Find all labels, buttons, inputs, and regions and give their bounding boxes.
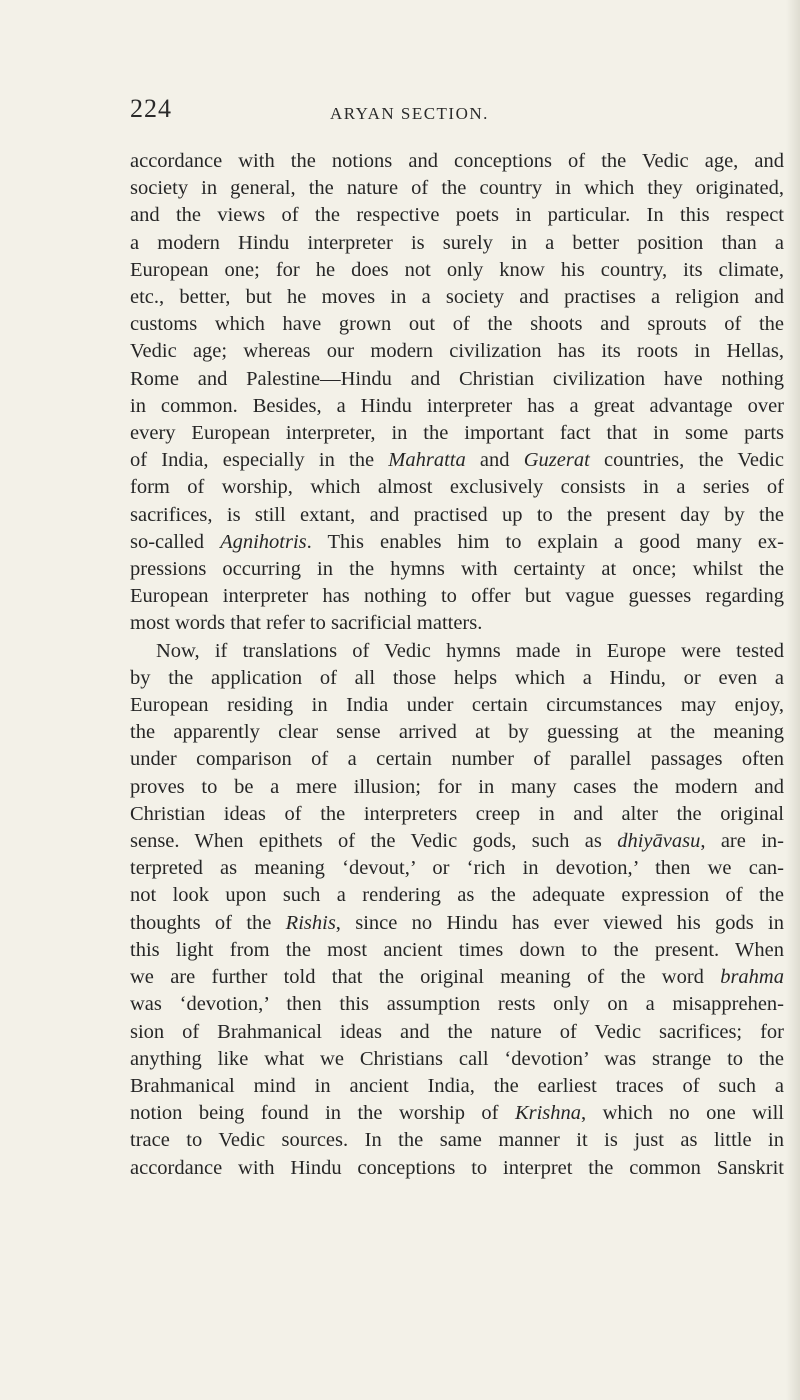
text-line: terpreted as meaning ‘devout,’ or ‘rich in devotion,’ then we can- (130, 857, 784, 880)
italic-term: Agnihotris (220, 530, 307, 553)
text-line: was ‘devotion,’ then this assumption rests only on a misapprehen- (130, 993, 784, 1016)
text-line: Brahmanical mind in ancient India, the earliest traces of such a (130, 1074, 784, 1097)
page-number: 224 (130, 94, 172, 123)
text-line: pressions occurring in the hymns with certainty at once; whilst the (130, 558, 784, 581)
text-segment: countries, the Vedic (589, 449, 784, 472)
text-segment: notion being found in the worship of (130, 1102, 515, 1125)
text-line: and the views of the respective poets in particular. In this respect (130, 204, 784, 227)
text-line: form of worship, which almost exclusively consists in a series of (130, 476, 784, 499)
italic-term: Rishis (285, 911, 336, 934)
text-segment: , are in- (700, 830, 784, 853)
text-segment: so-called (130, 530, 221, 553)
text-line: European interpreter has nothing to offer but vague guesses regarding (130, 585, 784, 608)
text-line: accordance with the notions and conceptions of the Vedic age, and (130, 150, 784, 172)
italic-term: Mahratta (388, 449, 466, 472)
text-line: every European interpreter, in the important fact that in some parts (130, 422, 784, 445)
text-segment: we are further told that the original meaning of the word (130, 966, 721, 989)
text-segment: sense. When epithets of the Vedic gods, such as (130, 830, 618, 853)
text-line: not look upon such a rendering as the adequate expression of the (130, 884, 784, 907)
text-segment: , which no one will (581, 1102, 784, 1125)
text-line: proves to be a mere illusion; for in many cases the modern and (130, 775, 784, 798)
text-line: under comparison of a certain number of parallel passages often (130, 748, 784, 771)
text-line: anything like what we Christians call ‘devotion’ was strange to the (130, 1047, 784, 1070)
text-line: Now, if translations of Vedic hymns made in Europe were tested (156, 639, 784, 662)
italic-term: Guzerat (523, 449, 590, 472)
text-line: customs which have grown out of the shoots and sprouts of the (130, 313, 784, 336)
text-line: sacrifices, is still extant, and practised up to the present day by the (130, 503, 784, 526)
text-line: most words that refer to sacrificial matters. (130, 612, 483, 635)
text-segment: , since no Hindu has ever viewed his gods in (335, 911, 784, 934)
italic-term: Krishna (514, 1102, 582, 1125)
text-line: sion of Brahmanical ideas and the nature of Vedic sacrifices; for (130, 1020, 784, 1043)
text-line: society in general, the nature of the country in which they originated, (130, 177, 784, 200)
body-text (130, 148, 784, 1182)
text-line: Vedic age; whereas our modern civilization has its roots in Hellas, (130, 340, 784, 363)
text-line (130, 1100, 784, 1127)
text-line (130, 964, 784, 991)
text-segment: of India, especially in the (130, 449, 389, 472)
text-segment: thoughts of the (130, 911, 286, 934)
text-line: this light from the most ancient times down to the present. When (130, 938, 784, 961)
running-title: ARYAN SECTION. (330, 104, 489, 123)
text-line (130, 447, 784, 474)
text-line: the apparently clear sense arrived at by guessing at the meaning (130, 721, 784, 744)
text-line: trace to Vedic sources. In the same manner it is just as little in (130, 1129, 784, 1152)
text-segment: and (465, 449, 524, 472)
text-line: by the application of all those helps which a Hindu, or even a (130, 666, 784, 689)
text-line: in common. Besides, a Hindu interpreter has a great advantage over (130, 394, 784, 417)
text-line (130, 828, 784, 855)
text-line: etc., better, but he moves in a society and practises a religion and (130, 286, 784, 309)
text-line (130, 910, 784, 937)
text-line: a modern Hindu interpreter is surely in a better position than a (130, 231, 784, 254)
text-line: European residing in India under certain circumstances may enjoy, (130, 694, 784, 717)
italic-term: dhiyāvasu (617, 830, 701, 853)
text-line: European one; for he does not only know his country, its climate, (130, 258, 784, 281)
italic-term: brahma (720, 966, 784, 989)
text-line: Christian ideas of the interpreters creep in and alter the original (130, 802, 784, 825)
text-line (130, 529, 784, 556)
text-segment: . This enables him to explain a good many ex- (306, 530, 784, 553)
text-line: accordance with Hindu conceptions to interpret the common Sanskrit (130, 1156, 784, 1179)
text-line: Rome and Palestine—Hindu and Christian civilization have nothing (130, 367, 784, 390)
